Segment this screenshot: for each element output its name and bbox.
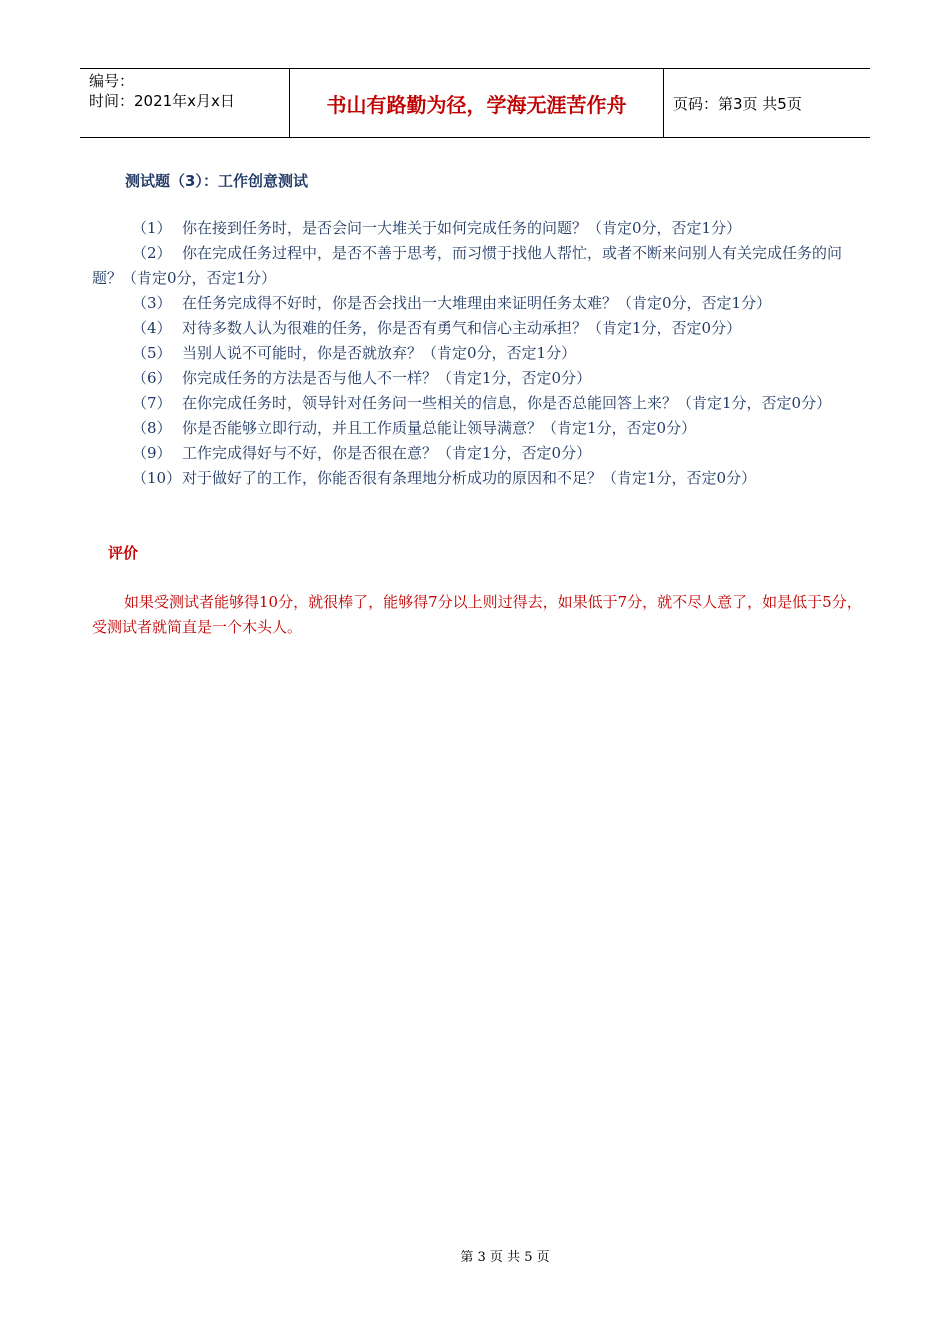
number-label: 编号： <box>89 72 135 90</box>
question-item <box>92 391 862 416</box>
question-item <box>92 316 862 341</box>
question-item <box>92 466 862 491</box>
section-title: 测试题（3）：工作创意测试 <box>125 172 308 190</box>
header-page-info: 页码：第3页 共5页 <box>673 94 802 113</box>
question-item <box>92 441 862 466</box>
question-number: （1） <box>132 219 172 237</box>
evaluation-text: 如果受测试者能够得10分，就很棒了，能够得7分以上则过得去，如果低于7分，就不尽人意了，如是低于5分，受测试者就简直是一个木头人。 <box>92 593 862 636</box>
question-number: （6） <box>132 369 172 387</box>
question-item <box>92 366 862 391</box>
page-header <box>80 68 870 138</box>
question-item <box>92 241 862 291</box>
question-text: 对待多数人认为很难的任务，你是否有勇气和信心主动承担？（肯定1分，否定0分） <box>182 319 742 337</box>
footer-page-number: 第 3 页 共 5 页 <box>460 1250 550 1265</box>
question-text: 在你完成任务时，领导针对任务问一些相关的信息，你是否总能回答上来？（肯定1分，否定0分） <box>182 394 832 412</box>
page-footer <box>0 1246 950 1265</box>
question-item <box>92 341 862 366</box>
question-text: 你在完成任务过程中，是否不善于思考，而习惯于找他人帮忙，或者不断来问别人有关完成任务的问题？（肯定0分，否定1分） <box>92 244 843 287</box>
question-item <box>92 216 862 241</box>
question-text: 当别人说不可能时，你是否就放弃？（肯定0分，否定1分） <box>182 344 577 362</box>
question-item <box>92 291 862 316</box>
question-item <box>92 416 862 441</box>
question-number: （3） <box>132 294 172 312</box>
question-text: 对于做好了的工作，你能否很有条理地分析成功的原因和不足？（肯定1分，否定0分） <box>182 469 757 487</box>
header-meta <box>80 69 290 137</box>
header-motto: 书山有路勤为径，学海无涯苦作舟 <box>290 69 664 137</box>
question-number: （7） <box>132 394 172 412</box>
question-text: 你完成任务的方法是否与他人不一样？（肯定1分，否定0分） <box>182 369 592 387</box>
time-label: 时间：2021年x月x日 <box>89 92 235 110</box>
question-number: （5） <box>132 344 172 362</box>
question-number: （8） <box>132 419 172 437</box>
question-number: （9） <box>132 444 172 462</box>
question-list <box>92 216 862 491</box>
question-text: 在任务完成得不好时，你是否会找出一大堆理由来证明任务太难？（肯定0分，否定1分） <box>182 294 772 312</box>
question-text: 你在接到任务时，是否会问一大堆关于如何完成任务的问题？（肯定0分，否定1分） <box>182 219 742 237</box>
question-text: 工作完成得好与不好，你是否很在意？（肯定1分，否定0分） <box>182 444 592 462</box>
question-text: 你是否能够立即行动，并且工作质量总能让领导满意？（肯定1分，否定0分） <box>182 419 697 437</box>
question-number: （2） <box>132 244 172 262</box>
question-number: （4） <box>132 319 172 337</box>
question-number: （10） <box>132 469 182 487</box>
evaluation-title: 评价 <box>108 544 139 562</box>
